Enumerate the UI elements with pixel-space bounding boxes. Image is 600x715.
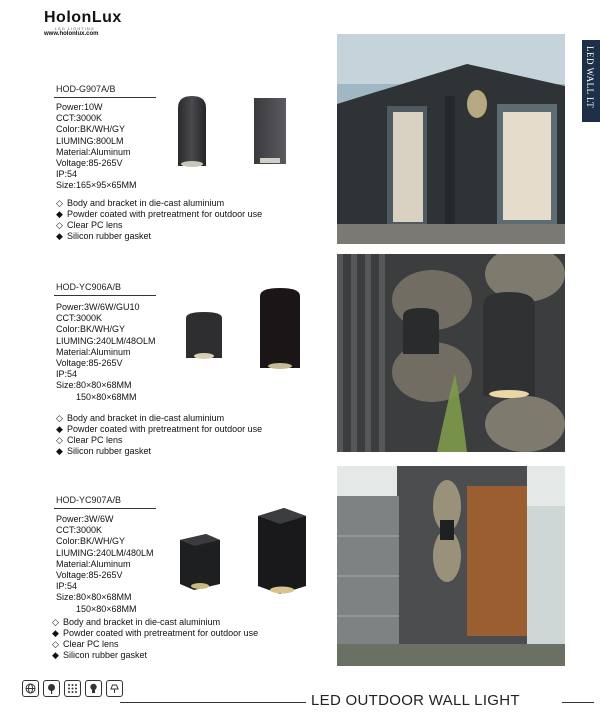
feature-item: ◆ Silicon rubber gasket: [52, 650, 148, 660]
spec-line: Material:Aluminum: [56, 558, 131, 569]
product-features-1: [56, 198, 262, 242]
feature-item: ◇ Clear PC lens: [56, 435, 123, 445]
spec-line: LIUMING:240LM/48OLM: [56, 335, 156, 346]
footer-rule-right: [562, 702, 594, 703]
spec-line: Voltage:85-265V: [56, 358, 123, 369]
spec-line: Size:165×95×65MM: [56, 180, 137, 191]
brand-url: www.holonlux.com: [44, 31, 99, 37]
outline-diamond-icon: ◇: [56, 435, 63, 445]
spec-line: IP:54: [56, 169, 78, 180]
product-model-1: HOD-G907A/B: [56, 84, 116, 94]
footer-title: LED OUTDOOR WALL LIGHT: [311, 692, 520, 709]
product-image-1: [172, 94, 302, 176]
product-image-2: [182, 286, 312, 370]
product-photo-2: [337, 254, 565, 452]
product-specs-3: [56, 514, 154, 615]
solid-diamond-icon: ◆: [56, 209, 63, 219]
feature-item: ◆ Silicon rubber gasket: [56, 446, 152, 456]
spec-line: Color:BK/WH/GY: [56, 324, 126, 335]
solid-diamond-icon: ◆: [52, 628, 59, 638]
feature-item: ◇ Clear PC lens: [56, 220, 123, 230]
product-specs-2: [56, 302, 156, 403]
outline-diamond-icon: ◇: [52, 617, 59, 627]
feature-item: ◆ Powder coated with pretreatment for outdoor use: [56, 209, 263, 219]
product-divider-1: [54, 97, 156, 98]
spec-line: Material:Aluminum: [56, 346, 131, 357]
section-side-tab: [582, 40, 600, 122]
product-image-3: [176, 504, 316, 600]
product-model-3: HOD-YC907A/B: [56, 495, 122, 505]
side-tab-label: LED WALL LT: [585, 46, 595, 109]
outline-diamond-icon: ◇: [52, 639, 59, 649]
spec-line: Power:3W/6W/GU10: [56, 302, 140, 312]
spec-line: Power:10W: [56, 102, 103, 112]
spec-line: Power:3W/6W: [56, 514, 114, 524]
outline-diamond-icon: ◇: [56, 220, 63, 230]
brand-logo-subtitle: LED LIGHTING: [55, 26, 95, 31]
spec-line: IP:54: [56, 581, 78, 592]
product-photo-1: [337, 34, 565, 244]
spec-line: Size:80×80×68MM: [56, 380, 132, 391]
feature-item: ◆ Powder coated with pretreatment for outdoor use: [56, 424, 263, 434]
outline-diamond-icon: ◇: [56, 198, 63, 208]
tree-icon: [43, 680, 60, 697]
product-model-2: HOD-YC906A/B: [56, 282, 122, 292]
product-divider-2: [54, 295, 156, 296]
product-photo-3: [337, 466, 565, 666]
solid-diamond-icon: ◆: [56, 446, 63, 456]
spec-line: Material:Aluminum: [56, 146, 131, 157]
product-features-3: [52, 617, 258, 661]
outline-diamond-icon: ◇: [56, 413, 63, 423]
spec-line: LIUMING:800LM: [56, 135, 124, 146]
product-divider-3: [54, 508, 156, 509]
feature-item: ◇ Body and bracket in die-cast aluminium: [56, 413, 225, 423]
spec-line: Size:80×80×68MM: [56, 592, 132, 603]
spec-line: 150×80×68MM: [76, 391, 137, 402]
dots-grid-icon: [64, 680, 81, 697]
solid-diamond-icon: ◆: [52, 650, 59, 660]
spec-line: IP:54: [56, 369, 78, 380]
lamp-icon: [106, 680, 123, 697]
footer-rule-left: [120, 702, 306, 703]
feature-item: ◇ Clear PC lens: [52, 639, 119, 649]
spec-line: Voltage:85-265V: [56, 570, 123, 581]
spec-line: CCT:3000K: [56, 525, 103, 536]
certification-icons: [22, 680, 123, 697]
spec-line: CCT:3000K: [56, 313, 103, 324]
brand-logo: HolonLux: [44, 9, 122, 26]
globe-icon: [22, 680, 39, 697]
product-features-2: [56, 413, 262, 457]
spec-line: Voltage:85-265V: [56, 158, 123, 169]
spec-line: CCT:3000K: [56, 113, 103, 124]
product-specs-1: [56, 102, 137, 192]
feature-item: ◆ Silicon rubber gasket: [56, 231, 152, 241]
spec-line: Color:BK/WH/GY: [56, 536, 126, 547]
spec-line: Color:BK/WH/GY: [56, 124, 126, 135]
solid-diamond-icon: ◆: [56, 231, 63, 241]
feature-item: ◇ Body and bracket in die-cast aluminium: [56, 198, 225, 208]
spec-line: 150×80×68MM: [76, 603, 137, 614]
solid-diamond-icon: ◆: [56, 424, 63, 434]
feature-item: ◆ Powder coated with pretreatment for outdoor use: [52, 628, 259, 638]
spec-line: LIUMING:240LM/480LM: [56, 547, 154, 558]
bulb-icon: [85, 680, 102, 697]
feature-item: ◇ Body and bracket in die-cast aluminium: [52, 617, 221, 627]
